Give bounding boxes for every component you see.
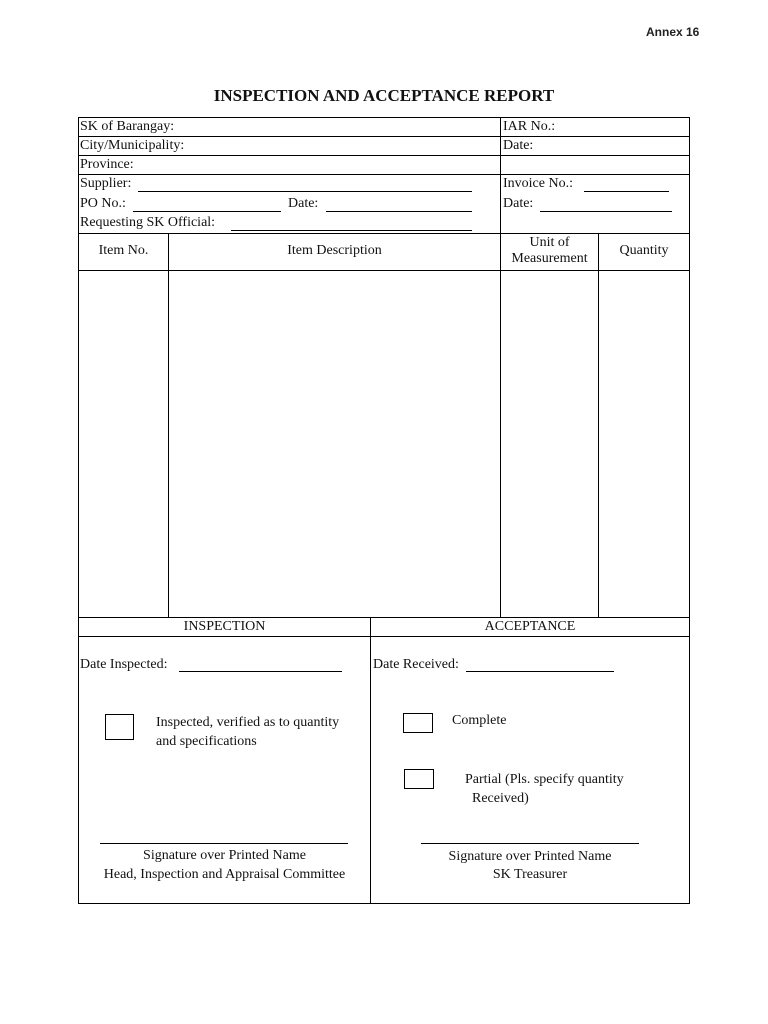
date-received-field[interactable] (466, 671, 614, 672)
inspected-checkbox[interactable] (105, 714, 134, 740)
po-date-field[interactable] (326, 211, 472, 212)
complete-checkbox[interactable] (403, 713, 433, 733)
partial-checkbox[interactable] (404, 769, 434, 789)
column-header-unit: Unit of (529, 235, 570, 250)
invoice-no-label: Invoice No.: (503, 176, 573, 191)
po-date-label: Date: (288, 196, 319, 211)
city-label: City/Municipality: (80, 138, 185, 153)
inspection-heading: INSPECTION (183, 619, 266, 634)
column-header-quantity: Quantity (619, 243, 669, 258)
acceptance-role-label: SK Treasurer (492, 867, 568, 882)
invoice-date-field[interactable] (540, 211, 672, 212)
partial-text-line2: Received) (472, 791, 529, 806)
invoice-no-field[interactable] (584, 191, 669, 192)
row-divider (78, 155, 690, 156)
inspected-text-line1: Inspected, verified as to quantity (156, 715, 340, 730)
sk-barangay-label: SK of Barangay: (80, 119, 175, 134)
acceptance-signature-line (421, 843, 639, 844)
supplier-field[interactable] (138, 191, 472, 192)
acceptance-heading: ACCEPTANCE (484, 619, 576, 634)
header-divider (500, 117, 501, 233)
column-divider (598, 233, 599, 617)
section-heading-divider (78, 636, 690, 637)
row-divider (78, 136, 690, 137)
date-received-label: Date Received: (373, 657, 459, 672)
acceptance-signature-label: Signature over Printed Name (448, 849, 612, 864)
inspection-signature-line (100, 843, 348, 844)
requesting-official-label: Requesting SK Official: (80, 215, 216, 230)
row-divider (78, 174, 690, 175)
section-top-divider (78, 617, 690, 618)
annex-label: Annex 16 (646, 25, 700, 39)
date-label: Date: (503, 138, 534, 153)
inspection-role-label: Head, Inspection and Appraisal Committee (103, 867, 346, 882)
column-header-item-no: Item No. (98, 243, 149, 258)
page-title: INSPECTION AND ACCEPTANCE REPORT (213, 86, 555, 105)
date-inspected-field[interactable] (179, 671, 342, 672)
partial-text-line1: Partial (Pls. specify quantity (465, 772, 624, 787)
iar-no-label: IAR No.: (503, 119, 556, 134)
requesting-official-field[interactable] (231, 230, 472, 231)
column-divider (168, 233, 169, 617)
date-inspected-label: Date Inspected: (80, 657, 168, 672)
province-label: Province: (80, 157, 134, 172)
inspected-text-line2: and specifications (156, 734, 257, 749)
column-divider (500, 233, 501, 617)
supplier-label: Supplier: (80, 176, 132, 191)
complete-label: Complete (452, 713, 507, 728)
column-header-item-description: Item Description (287, 243, 382, 258)
invoice-date-label: Date: (503, 196, 534, 211)
po-no-field[interactable] (133, 211, 281, 212)
inspection-signature-label: Signature over Printed Name (143, 848, 306, 863)
po-no-label: PO No.: (80, 196, 126, 211)
column-header-unit-measurement: Measurement (511, 251, 588, 266)
